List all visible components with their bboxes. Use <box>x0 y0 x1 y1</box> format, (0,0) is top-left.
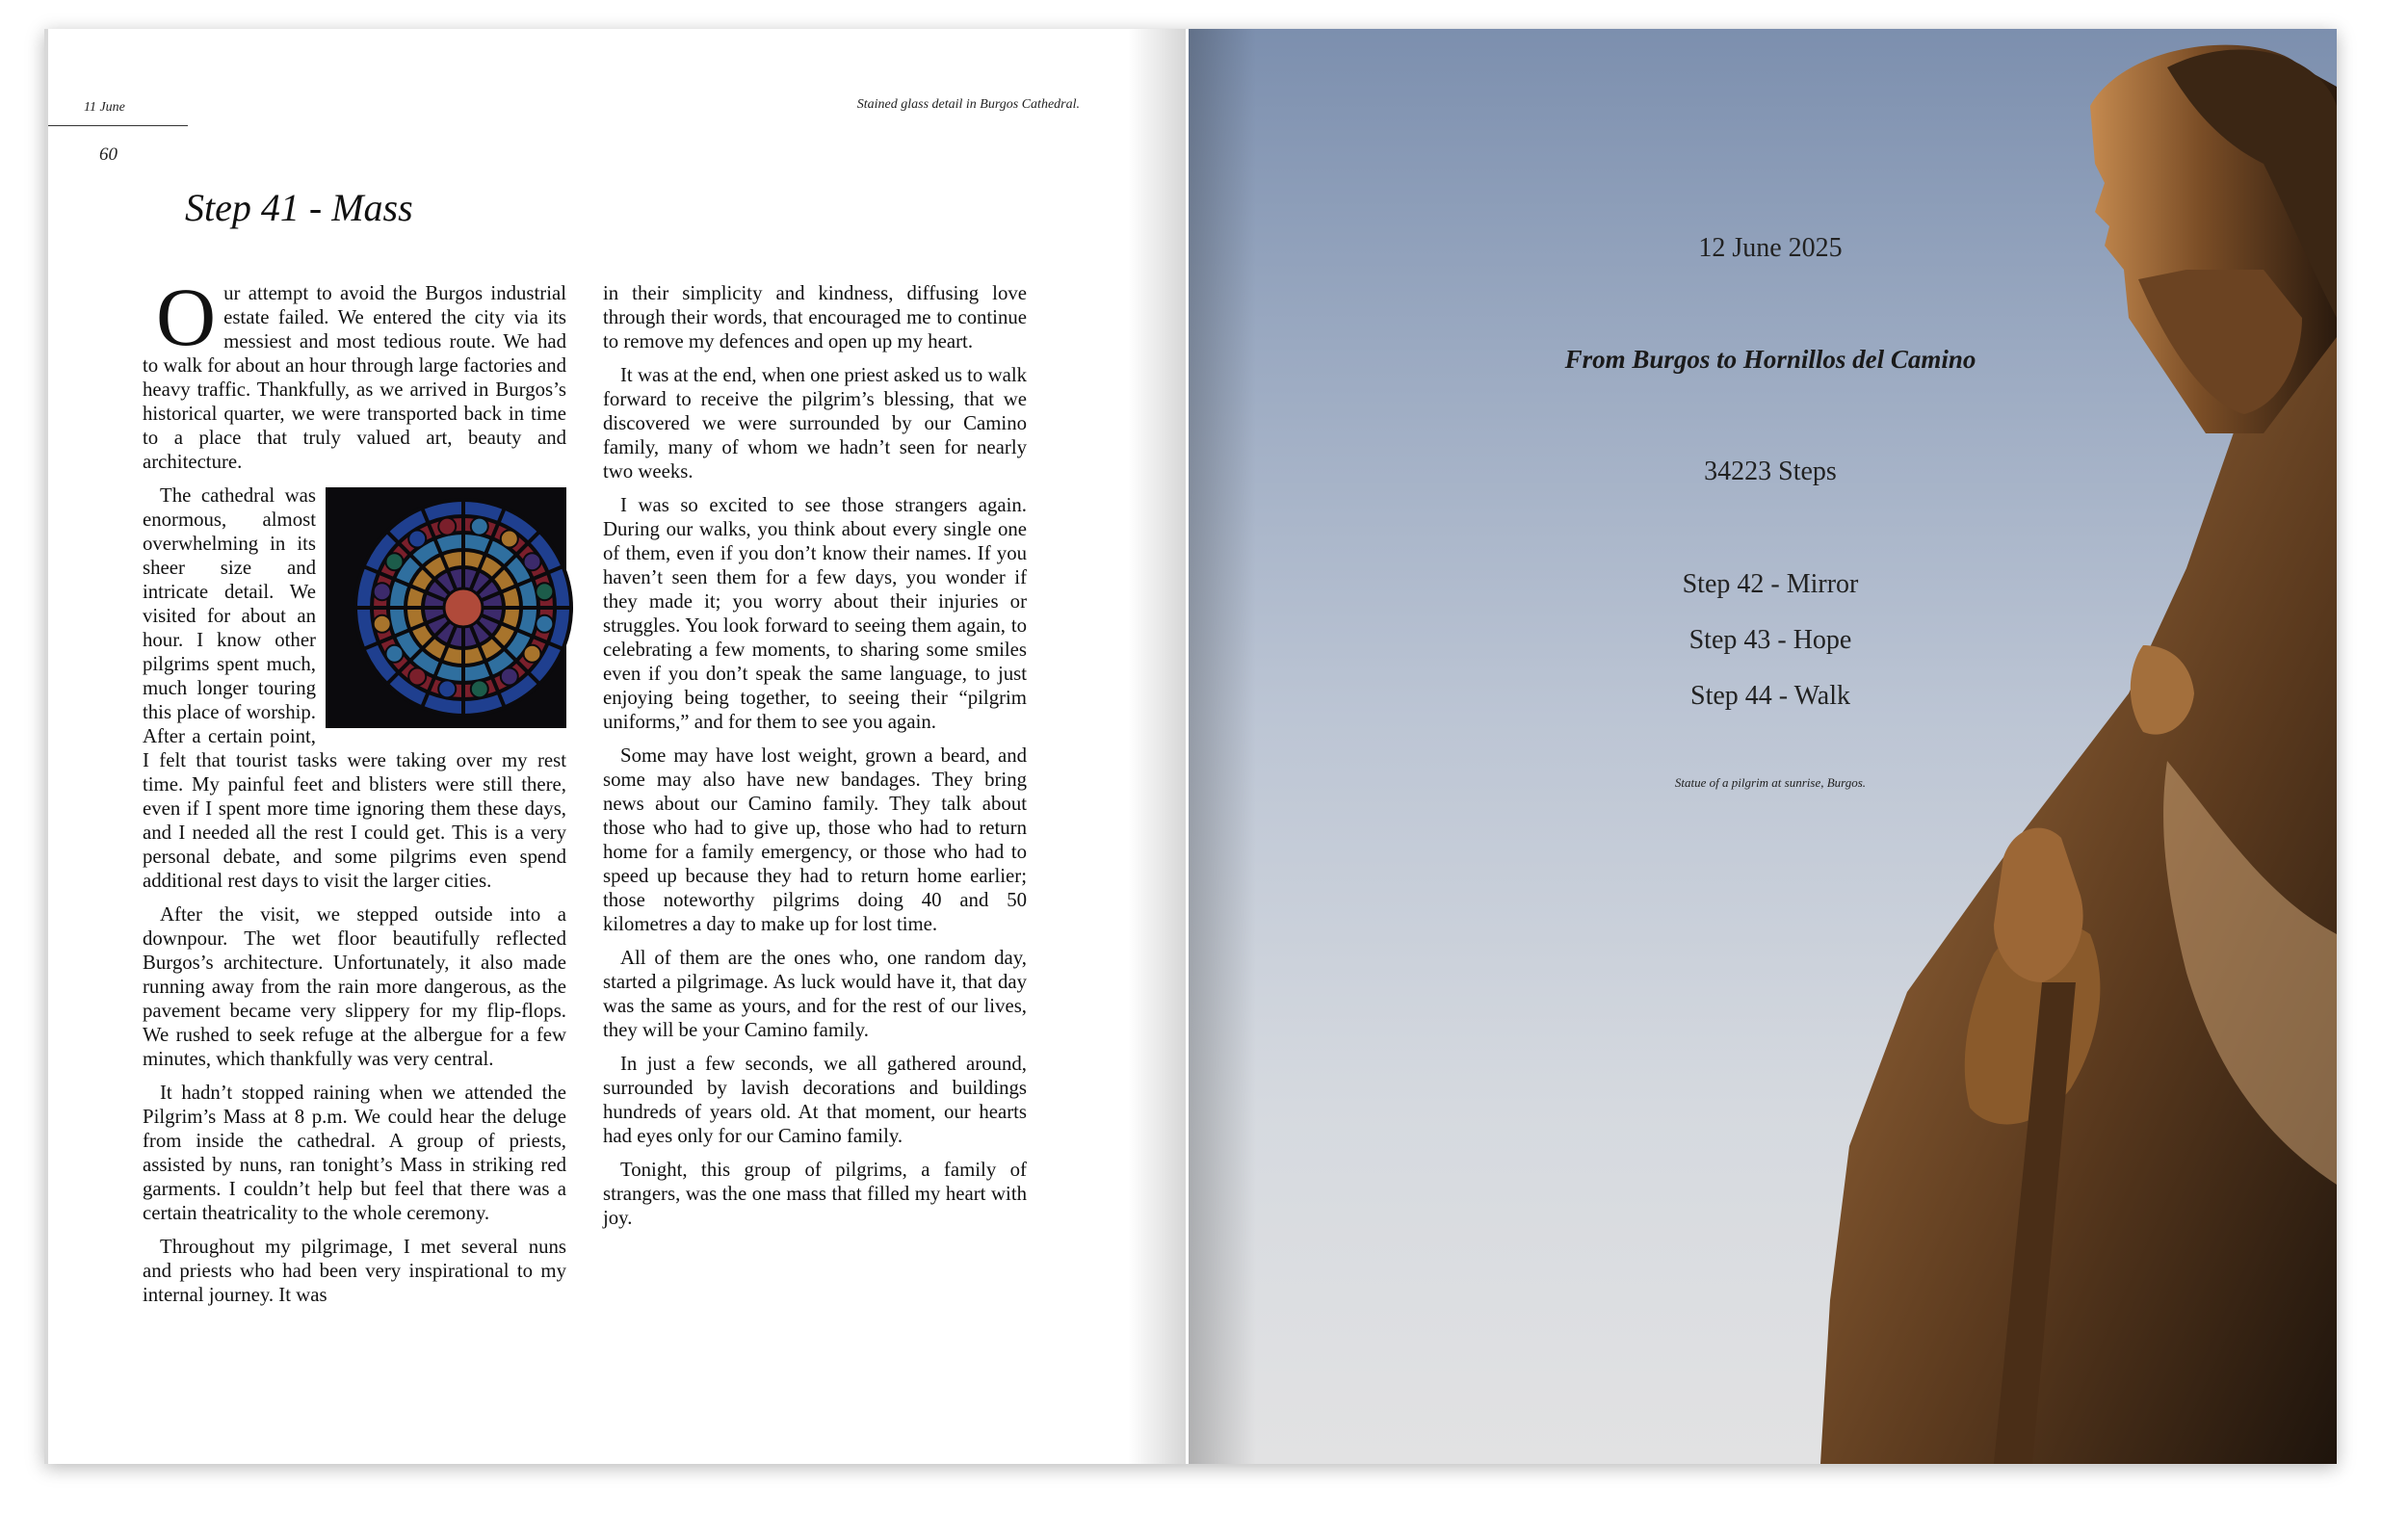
paragraph: Some may have lost weight, grown a beard, and some may also have new bandages. They bring news about our Camino family. They talk about those who had to give up, those who had to return home for a family emergency, or those who had to speed up because they had to return home earlier; those noteworthy pilgrims doing 40 and 50 kilometres a day to make up for lost time. <box>603 744 1027 935</box>
step-title: Step 42 - Mirror <box>1682 569 1859 599</box>
text-column-1 <box>143 271 566 1317</box>
page-number: 60 <box>99 144 118 165</box>
paragraph: Tonight, this group of pilgrims, a family of strangers, was the one mass that filled my heart with joy. <box>603 1159 1027 1229</box>
rose-petal <box>471 680 488 697</box>
paragraph: The cathedral was enormous, almost overwhelming in its sheer size and intricate detail. We visited for about an hour. I know other pilgrims spent much, much longer touring this place of worship. After a certain point, I felt that tourist tasks were taking over my rest time. My painful feet and blisters were still there, even if I spent more time ignoring them these days, and I needed all the rest I could get. This is a very personal debate, and some pilgrims even spend additional rest days to visit the larger cities. <box>143 483 566 893</box>
gutter-shadow-right <box>1189 29 1256 1464</box>
step-title: Step 44 - Walk <box>1690 681 1850 711</box>
drop-cap: O <box>156 271 217 363</box>
paragraph: Our attempt to avoid the Burgos industrial estate failed. We entered the city via its messiest and most tedious route. We had to walk for about an hour through large factories and heavy traffic. Thankfully, as we arrived in Burgos’s historical quarter, we were transported back in time to a place that truly valued art, beauty and architecture. <box>143 271 566 473</box>
paragraph: All of them are the ones who, one random day, started a pilgrimage. As luck would have it, that day was the same as yours, and for the rest of our lives, they will be your Camino family. <box>603 947 1027 1041</box>
step-title: Step 43 - Hope <box>1688 625 1852 655</box>
rose-petal <box>536 583 553 600</box>
rose-petal <box>524 645 541 663</box>
image-caption-header: Stained glass detail in Burgos Cathedral. <box>856 97 1080 112</box>
rose-center <box>444 588 483 627</box>
rose-window-art <box>343 487 584 728</box>
rose-petal <box>501 668 518 686</box>
paragraph: in their simplicity and kindness, diffusing love through their words, that encouraged me to continue to remove my defences and open up my heart. <box>603 282 1027 352</box>
rose-petal <box>408 668 426 686</box>
rose-window-image <box>326 487 566 728</box>
steps-count: 34223 Steps <box>1704 457 1837 486</box>
rose-petal <box>438 518 456 535</box>
rose-petal <box>536 615 553 633</box>
route-title: From Burgos to Hornillos del Camino <box>1564 345 1976 374</box>
rose-petal <box>524 553 541 570</box>
rose-petal <box>501 530 518 547</box>
rose-petal <box>385 553 403 570</box>
right-date: 12 June 2025 <box>1698 233 1843 263</box>
paragraph: After the visit, we stepped outside into a downpour. The wet floor beautifully reflected Burgos’s architecture. Unfortunately, it also made running away from the rain more dangerous, as the pavement became very slippery for my flip-flops. We rushed to seek refuge at the albergue for a few minutes, which thankfully was very central. <box>143 903 566 1070</box>
rose-petal <box>374 583 391 600</box>
text-column-2 <box>603 281 1027 1240</box>
gutter-shadow <box>1128 29 1186 1464</box>
rose-petal <box>374 615 391 633</box>
paragraph: It was at the end, when one priest asked us to walk forward to receive the pilgrim’s blessing, that we discovered we were surrounded by our Camino family, many of whom we hadn’t seen for nearly two weeks. <box>603 364 1027 483</box>
photo-caption: Statue of a pilgrim at sunrise, Burgos. <box>1674 775 1867 790</box>
running-header-date: 11 June <box>84 100 125 115</box>
rose-petal <box>385 645 403 663</box>
paragraph: I was so excited to see those strangers again. During our walks, you think about every single one of them, even if you don’t know their names. If you haven’t seen them for a few days, you wonder if they made it; you worry about their injuries or struggles. You look forward to seeing them again, to celebrating a few moments, to sharing some smiles even if you don’t speak the same language, to just enjoying being together, to seeing their “pilgrim uniforms,” and for them to see you again. <box>603 494 1027 733</box>
paragraph: Throughout my pilgrimage, I met several nuns and priests who had been very inspirational to my internal journey. It was <box>143 1236 566 1306</box>
rose-petal <box>471 518 488 535</box>
paragraph: It hadn’t stopped raining when we attended the Pilgrim’s Mass at 8 p.m. We could hear the deluge from inside the cathedral. A group of priests, assisted by nuns, ran tonight’s Mass in striking red garments. I couldn’t help but feel that there was a certain theatricality to the whole ceremony. <box>143 1082 566 1224</box>
rose-petal <box>408 530 426 547</box>
chapter-title: Step 41 - Mass <box>185 186 413 229</box>
paragraph: In just a few seconds, we all gathered around, surrounded by lavish decorations and buildings hundreds of years old. At that moment, our hearts had eyes only for our Camino family. <box>603 1053 1027 1147</box>
rose-petal <box>438 680 456 697</box>
left-page <box>44 29 1186 1464</box>
header-rule <box>48 125 188 126</box>
